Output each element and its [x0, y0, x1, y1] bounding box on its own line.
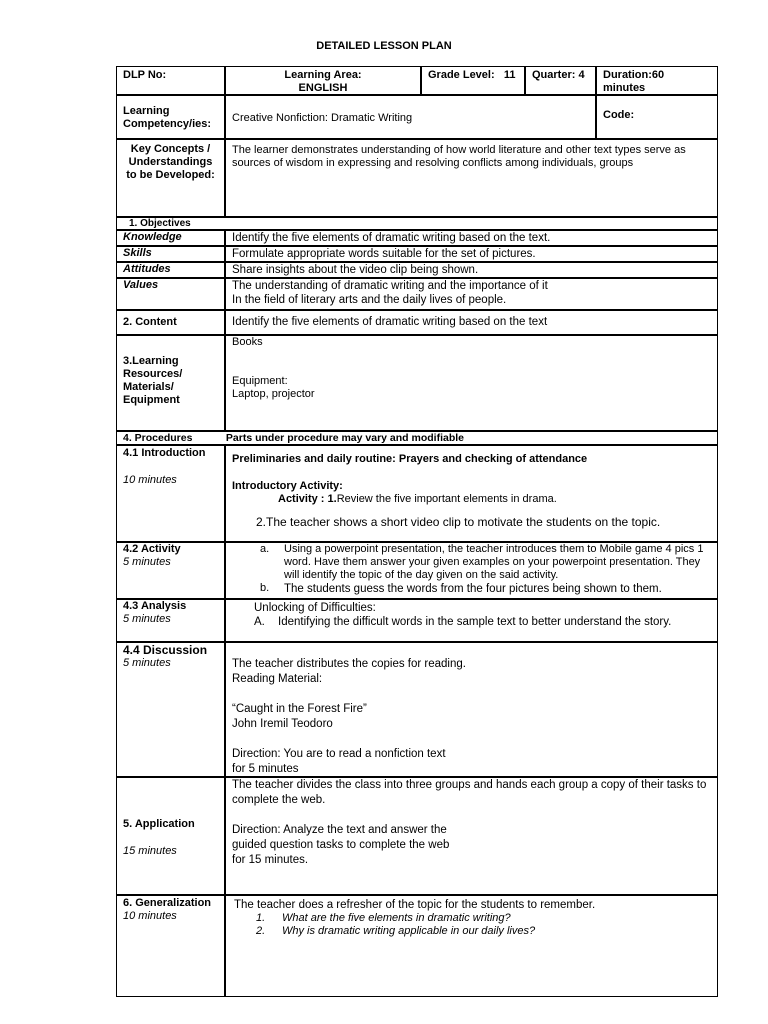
- key-concepts-label-3: to be Developed:: [126, 169, 215, 181]
- introduction-time: 10 minutes: [123, 474, 177, 486]
- knowledge-label-cell: [116, 230, 225, 246]
- introduction-label-cell: [116, 445, 225, 542]
- application-label: 5. Application: [123, 818, 195, 830]
- duration-cell: [596, 66, 718, 95]
- key-concepts-value-cell: [225, 139, 718, 217]
- attitudes-value: Share insights about the video clip being shown.: [232, 264, 479, 276]
- skills-label-cell: [116, 246, 225, 262]
- quarter-cell: [525, 66, 596, 95]
- resources-value-cell: [225, 335, 718, 431]
- skills-value-cell: [225, 246, 718, 262]
- grade-level-value: 11: [503, 69, 516, 81]
- activity-label-cell: [116, 542, 225, 599]
- activity-value-cell: [225, 542, 718, 599]
- activity-a-text: Using a powerpoint presentation, the teacher introduces them to Mobile game 4 pics 1 word. Have them answer your given examples on your powerpoint presentation. They will identify the topic of the day given on the said activity.: [284, 543, 704, 581]
- discussion-line-2: Reading Material:: [232, 673, 323, 685]
- code-cell: [596, 95, 718, 139]
- generalization-value-cell: [225, 895, 718, 997]
- application-line-2: Direction: Analyze the text and answer the: [232, 824, 447, 836]
- attitudes-value-cell: [225, 262, 718, 278]
- values-line-2: In the field of literary arts and the daily lives of people.: [232, 294, 507, 306]
- introduction-item-2: 2.The teacher shows a short video clip to motivate the students on the topic.: [256, 515, 661, 529]
- discussion-line-1: The teacher distributes the copies for reading.: [232, 658, 466, 670]
- resources-equipment-label: Equipment:: [232, 375, 288, 387]
- procedures-heading: 4. Procedures: [123, 432, 193, 444]
- generalization-q2-marker: 2.: [256, 925, 266, 937]
- content-label-cell: [116, 310, 225, 335]
- objectives-heading: 1. Objectives: [129, 218, 191, 229]
- values-label: Values: [123, 279, 159, 291]
- discussion-line-3: “Caught in the Forest Fire”: [232, 703, 367, 715]
- generalization-line-1: The teacher does a refresher of the topic for the students to remember.: [234, 899, 596, 911]
- analysis-time: 5 minutes: [123, 613, 171, 625]
- analysis-value-cell: [225, 599, 718, 642]
- skills-label: Skills: [123, 247, 152, 259]
- analysis-line-1: Unlocking of Difficulties:: [254, 602, 376, 614]
- learning-area-cell: [225, 66, 421, 95]
- discussion-line-6: for 5 minutes: [232, 763, 299, 775]
- discussion-label: 4.4 Discussion: [123, 643, 208, 657]
- application-time: 15 minutes: [123, 845, 177, 857]
- dlp-no-cell: [116, 66, 225, 95]
- discussion-value-cell: [225, 642, 718, 777]
- resources-label-2: Resources/: [123, 368, 183, 380]
- discussion-time: 5 minutes: [123, 657, 171, 669]
- objectives-heading-row: [116, 217, 718, 230]
- knowledge-value-cell: [225, 230, 718, 246]
- attitudes-label: Attitudes: [123, 263, 171, 275]
- analysis-a-marker: A.: [254, 616, 265, 628]
- analysis-a-text: Identifying the difficult words in the sample text to better understand the story.: [278, 616, 672, 628]
- values-line-1: The understanding of dramatic writing and the importance of it: [232, 280, 548, 292]
- generalization-q1-marker: 1.: [256, 912, 266, 924]
- duration-label: Duration:60: [603, 69, 665, 81]
- grade-level-label: Grade Level:: [428, 69, 495, 81]
- introduction-value-cell: [225, 445, 718, 542]
- resources-label-cell: [116, 335, 225, 431]
- content-label: 2. Content: [123, 316, 177, 328]
- application-value-cell: [225, 777, 718, 895]
- knowledge-value: Identify the five elements of dramatic writing based on the text.: [232, 232, 551, 244]
- values-label-cell: [116, 278, 225, 310]
- activity-b-text: The students guess the words from the four pictures being shown to them.: [284, 583, 662, 595]
- page-title: DETAILED LESSON PLAN: [316, 40, 452, 52]
- resources-label-1: 3.Learning: [123, 355, 179, 367]
- application-line-4: for 15 minutes.: [232, 854, 309, 866]
- code-label: Code:: [603, 109, 635, 121]
- activity-b-marker: b.: [260, 582, 270, 594]
- discussion-line-4: John Iremil Teodoro: [232, 718, 333, 730]
- attitudes-label-cell: [116, 262, 225, 278]
- analysis-label: 4.3 Analysis: [123, 600, 187, 612]
- knowledge-label: Knowledge: [123, 231, 182, 243]
- generalization-question-2: [232, 925, 711, 938]
- activity-1-text: Review the five important elements in drama.: [336, 493, 557, 505]
- resources-equipment-value: Laptop, projector: [232, 388, 315, 400]
- generalization-question-1: [232, 912, 711, 925]
- skills-value: Formulate appropriate words suitable for the set of pictures.: [232, 248, 536, 260]
- activity-label: 4.2 Activity: [123, 543, 181, 555]
- content-value: Identify the five elements of dramatic writing based on the text: [232, 316, 548, 328]
- analysis-item-a: [232, 615, 711, 629]
- introduction-label: 4.1 Introduction: [123, 447, 206, 459]
- values-value-cell: [225, 278, 718, 310]
- application-label-cell: [116, 777, 225, 895]
- quarter-label: Quarter: 4: [532, 69, 585, 81]
- key-concepts-value: The learner demonstrates understanding of how world literature and other text types serve as sources of wisdom in expressing and resolving conflicts among individuals, groups: [232, 144, 686, 169]
- application-line-1: The teacher divides the class into three groups and hands each group a copy of their tasks to complete the web.: [232, 779, 707, 806]
- introduction-preliminaries: Preliminaries and daily routine: Prayers and checking of attendance: [232, 453, 588, 465]
- key-concepts-label-cell: [116, 139, 225, 217]
- competency-value: Creative Nonfiction: Dramatic Writing: [232, 112, 413, 124]
- introductory-activity-label: Introductory Activity:: [232, 480, 343, 492]
- competency-value-cell: [225, 95, 596, 139]
- discussion-line-5: Direction: You are to read a nonfiction text: [232, 748, 446, 760]
- learning-area-value: ENGLISH: [298, 82, 348, 94]
- procedures-note: Parts under procedure may vary and modifiable: [225, 432, 464, 444]
- resources-label-4: Equipment: [123, 394, 180, 406]
- procedures-heading-row: [116, 431, 718, 445]
- generalization-q1-text: What are the five elements in dramatic writing?: [282, 912, 511, 924]
- activity-item-b: [232, 582, 711, 596]
- activity-time: 5 minutes: [123, 556, 171, 568]
- resources-books: Books: [232, 336, 263, 348]
- activity-1-label: Activity : 1.: [278, 493, 337, 505]
- application-line-3: guided question tasks to complete the web: [232, 839, 450, 851]
- duration-value: minutes: [603, 82, 646, 94]
- key-concepts-label-2: Understandings: [128, 156, 213, 168]
- generalization-time: 10 minutes: [123, 910, 177, 922]
- generalization-q2-text: Why is dramatic writing applicable in our daily lives?: [282, 925, 536, 937]
- grade-level-cell: [421, 66, 525, 95]
- generalization-label-cell: [116, 895, 225, 997]
- learning-area-label: Learning Area:: [284, 69, 362, 81]
- generalization-label: 6. Generalization: [123, 897, 212, 909]
- competency-label-1: Learning: [123, 105, 170, 117]
- activity-item-a: [232, 543, 711, 582]
- analysis-label-cell: [116, 599, 225, 642]
- key-concepts-label-1: Key Concepts /: [130, 143, 211, 155]
- competency-label-cell: [116, 95, 225, 139]
- discussion-label-cell: [116, 642, 225, 777]
- dlp-no-label: DLP No:: [123, 69, 167, 81]
- resources-label-3: Materials/: [123, 381, 174, 393]
- competency-label-2: Competency/ies:: [123, 118, 212, 130]
- content-value-cell: [225, 310, 718, 335]
- activity-a-marker: a.: [260, 543, 270, 555]
